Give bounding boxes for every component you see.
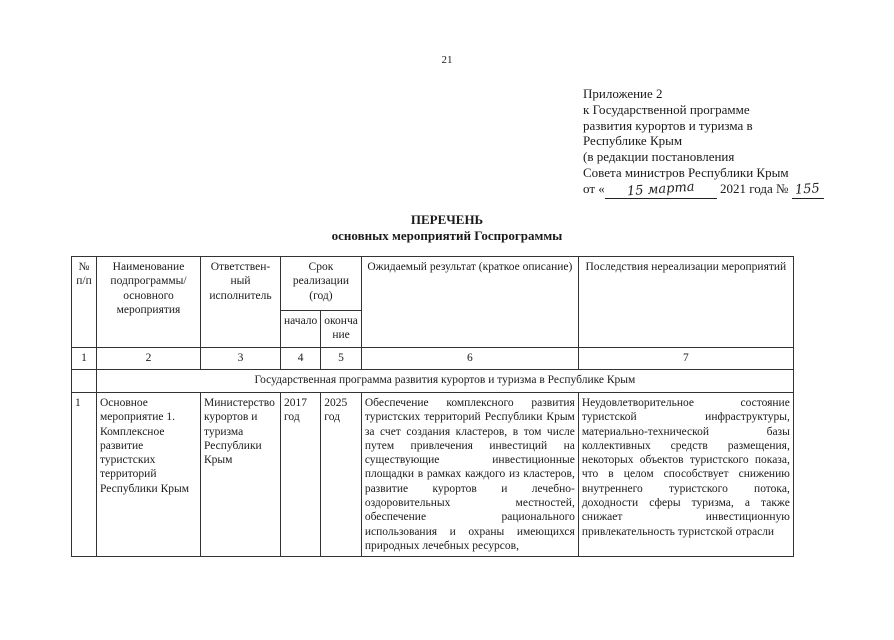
handwritten-number-field	[792, 181, 824, 199]
row-num: 1	[72, 393, 97, 557]
title-line-1: ПЕРЕЧЕНЬ	[410, 212, 484, 227]
row-start: 2017 год	[281, 393, 321, 557]
row-executor: Министерство курортов и туризма Республики Крым	[201, 393, 281, 557]
header-executor: Ответствен-ный исполнитель	[201, 257, 281, 348]
header-consequences: Последствия нереализации мероприятий	[578, 257, 793, 348]
row-name: Основное мероприятие 1. Комплексное развитие туристских территорий Республики Крым	[97, 393, 201, 557]
appendix-line: Республике Крым	[583, 133, 683, 149]
title-line-2: основных мероприятий Госпрограммы	[331, 228, 563, 243]
date-prefix: от «	[583, 180, 605, 196]
header-num: № п/п	[72, 257, 97, 348]
appendix-line: Приложение 2	[583, 86, 663, 101]
date-suffix: 2021 года №	[716, 180, 789, 196]
row-consequences: Неудовлетворительное состояние туристской инфраструктуры, материально-технической базы коллективных средств размещения, некоторых объектов туристского показа, что в целом способствует снижению внутреннего туристского потока, доходности сферы туризма, а также снижает инвестиционную привлекательность туристской отрасли	[578, 393, 793, 557]
row-end: 2025 год	[321, 393, 362, 557]
header-term: Срок реализации (год)	[281, 257, 362, 311]
handwritten-number: 155	[794, 180, 821, 198]
handwritten-date: 15 марта	[626, 179, 695, 200]
column-number: 5	[321, 348, 362, 370]
column-number: 3	[201, 348, 281, 370]
appendix-line: (в редакции постановления	[583, 149, 735, 165]
column-number-row	[72, 348, 794, 370]
column-number: 6	[361, 348, 578, 370]
handwritten-date-field	[605, 181, 717, 199]
measures-table	[71, 256, 794, 557]
table-row	[72, 393, 794, 557]
section-row	[72, 370, 794, 393]
row-result: Обеспечение комплексного развития туристских территорий Республики Крым за счет создания кластеров, в том числе путем привлечения инвестиций на существующие инвестиционные площадки в рамках каждого из кластеров, развитие курортов и лечебно-оздоровительных местностей, обеспечение рационального использования и охраны имеющихся природных лечебных ресурсов,	[361, 393, 578, 557]
section-num-cell	[72, 370, 97, 393]
document-title	[0, 212, 894, 244]
header-result: Ожидаемый результат (краткое описание)	[361, 257, 578, 348]
section-title: Государственная программа развития курортов и туризма в Республике Крым	[97, 370, 794, 393]
header-start: начало	[281, 311, 321, 348]
column-number: 2	[97, 348, 201, 370]
page-number: 21	[441, 54, 453, 66]
appendix-line: к Государственной программе	[583, 101, 750, 117]
column-number: 1	[72, 348, 97, 370]
appendix-line: Совета министров Республики Крым	[583, 164, 789, 180]
appendix-line: развития курортов и туризма в	[583, 117, 753, 133]
header-row	[72, 257, 794, 311]
column-number: 4	[281, 348, 321, 370]
header-name: Наименование подпрограммы/ основного мероприятия	[97, 257, 201, 348]
appendix-date-line	[583, 181, 883, 199]
column-number: 7	[578, 348, 793, 370]
header-end: оконча ние	[321, 311, 362, 348]
appendix-block	[583, 86, 883, 199]
